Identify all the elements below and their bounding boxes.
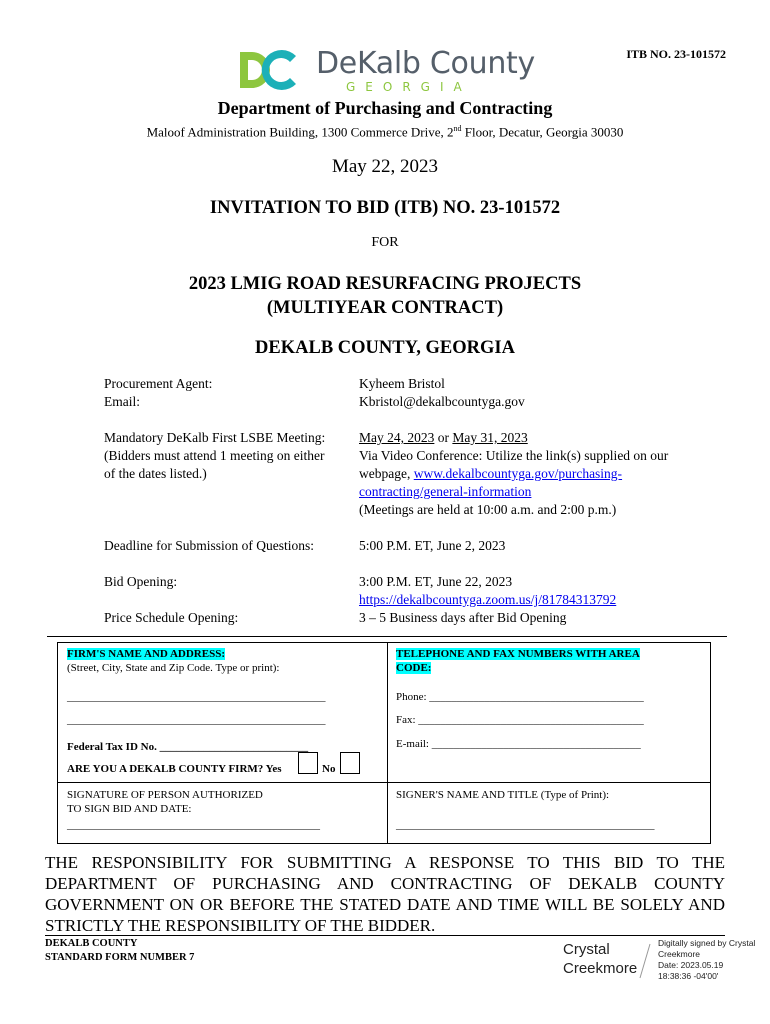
county-heading: DEKALB COUNTY, GEORGIA [255, 338, 515, 358]
phone-field[interactable]: Phone: _______________________________________ [396, 691, 644, 703]
price-schedule-label: Price Schedule Opening: [104, 610, 239, 625]
meeting-label-1: Mandatory DeKalb First LSBE Meeting: [104, 430, 326, 445]
meeting-label-2: (Bidders must attend 1 meeting on either [104, 448, 325, 463]
agent-email[interactable]: Kbristol@dekalbcountyga.gov [359, 394, 525, 409]
agent-name: Kyheem Bristol [359, 376, 445, 391]
footer-divider [45, 935, 725, 936]
digital-signature-details: Digitally signed by Crystal Creekmore Date: 2023.05.19 18:38:36 -04'00' [658, 938, 756, 981]
logo-name: DeKalb County [316, 46, 535, 81]
meeting-link-part2[interactable]: contracting/general-information [359, 484, 532, 499]
email-label: Email: [104, 394, 140, 409]
bid-opening-label: Bid Opening: [104, 574, 178, 589]
firm-name-label: FIRM'S NAME AND ADDRESS: [67, 648, 225, 660]
zoom-link[interactable]: https://dekalbcountyga.zoom.us/j/81784313792 [359, 592, 617, 607]
signer-name-label: SIGNER'S NAME AND TITLE (Type of Print): [396, 789, 610, 801]
dekalb-firm-question: ARE YOU A DEKALB COUNTY FIRM? Yes [67, 763, 282, 775]
box-horizontal-divider [57, 782, 710, 783]
logo-subtitle: GEORGIA [346, 80, 472, 94]
digital-signature-name: Crystal Creekmore [563, 941, 638, 977]
itb-title: INVITATION TO BID (ITB) NO. 23-101572 [209, 198, 561, 218]
meeting-date-2: May 31, 2023 [452, 430, 528, 445]
document-date: May 22, 2023 [331, 156, 439, 177]
questions-label: Deadline for Submission of Questions: [104, 538, 314, 553]
fax-field[interactable]: Fax: _________________________________________ [396, 714, 644, 726]
telephone-fax-label: TELEPHONE AND FAX NUMBERS WITH AREA CODE: [396, 648, 640, 674]
meeting-dates: May 24, 2023 or May 31, 2023 [359, 430, 528, 445]
meeting-line-3: webpage, www.dekalbcountyga.gov/purchasing- [359, 466, 623, 481]
bid-opening-value: 3:00 P.M. ET, June 22, 2023 [359, 574, 513, 589]
dekalb-logo-mark [238, 44, 300, 96]
yes-checkbox[interactable] [298, 752, 318, 774]
price-schedule-value: 3 – 5 Business days after Bid Opening [359, 610, 567, 625]
firm-line-2[interactable]: _______________________________________________ [67, 714, 326, 726]
meeting-line-2: Via Video Conference: Utilize the link(s) supplied on our [359, 448, 669, 463]
project-title-line2: (MULTIYEAR CONTRACT) [266, 298, 504, 318]
for-label: FOR [371, 235, 399, 250]
meeting-date-1: May 24, 2023 [359, 430, 435, 445]
section-divider [47, 636, 727, 637]
firm-line-1[interactable]: _______________________________________________ [67, 691, 326, 703]
department-address: Maloof Administration Building, 1300 Commerce Drive, 2nd Floor, Decatur, Georgia 30030 [146, 124, 624, 140]
box-vertical-divider [387, 642, 388, 843]
signer-name-line[interactable]: _______________________________________________ [396, 819, 655, 831]
department-title: Department of Purchasing and Contracting [217, 98, 553, 118]
itb-number: ITB NO. 23-101572 [626, 47, 726, 61]
signature-label: SIGNATURE OF PERSON AUTHORIZED TO SIGN BID AND DATE: [67, 789, 263, 815]
email-field[interactable]: E-mail: ______________________________________ [396, 738, 641, 750]
federal-tax-id-field[interactable]: Federal Tax ID No. ___________________________ [67, 741, 309, 753]
agent-label: Procurement Agent: [104, 376, 213, 391]
signature-slash-icon [638, 942, 652, 985]
responsibility-statement: THE RESPONSIBILITY FOR SUBMITTING A RESPONSE TO THIS BID TO THE DEPARTMENT OF PURCHASING AND CONTRACTING OF DEKALB COUNTY GOVERNMENT ON OR BEFORE THE STATED DATE AND TIME WILL BE SOLELY AND STRICTLY THE RESPONSIBILITY OF THE BIDDER. [45, 853, 725, 935]
firm-address-hint: (Street, City, State and Zip Code. Type or print): [67, 662, 280, 674]
standard-form-label: DEKALB COUNTY STANDARD FORM NUMBER 7 [45, 938, 195, 963]
project-title-line1: 2023 LMIG ROAD RESURFACING PROJECTS [188, 274, 582, 294]
no-label: No [322, 763, 336, 775]
meeting-times: (Meetings are held at 10:00 a.m. and 2:00 p.m.) [359, 502, 617, 517]
no-checkbox[interactable] [340, 752, 360, 774]
signature-line[interactable]: ______________________________________________ [67, 819, 320, 831]
questions-deadline: 5:00 P.M. ET, June 2, 2023 [359, 538, 506, 553]
meeting-label-3: of the dates listed.) [104, 466, 207, 481]
meeting-link-part1[interactable]: www.dekalbcountyga.gov/purchasing- [413, 466, 623, 481]
